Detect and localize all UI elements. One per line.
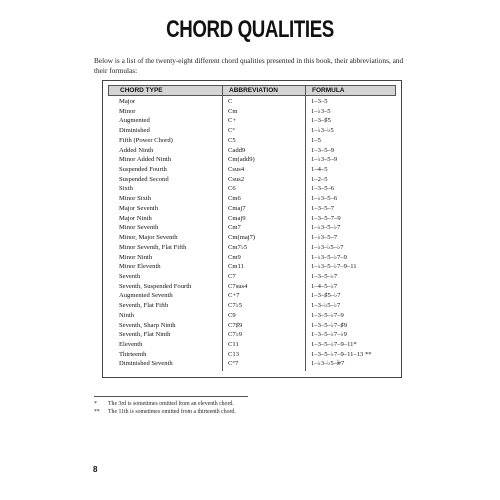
header-chord-type: CHORD TYPE [120, 87, 163, 94]
formula-cell: 1–♭3–♭5–𝄫7 [311, 360, 345, 368]
footnote-mark: * [94, 401, 97, 407]
abbreviation-cell: Cm [228, 107, 238, 115]
formula-cell: 1–♭3–5–♭7–9–11 [311, 263, 357, 271]
table-row [108, 253, 396, 263]
chord-type-cell: Minor Ninth [119, 253, 153, 261]
page-title: CHORD QUALITIES [166, 16, 334, 43]
chord-type-cell: Diminished [119, 127, 150, 135]
table-row [108, 301, 396, 311]
formula-cell: 1–4–5 [311, 166, 328, 174]
formula-cell: 1–♭3–5 [311, 107, 331, 115]
formula-cell: 1–♭3–♭5 [311, 127, 334, 135]
abbreviation-cell: Cm7♭5 [228, 243, 248, 251]
formula-cell: 1–2–5 [311, 175, 328, 183]
table-row [108, 126, 396, 136]
formula-cell: 1–3–5 [311, 98, 328, 105]
abbreviation-cell: C [228, 98, 233, 105]
header-abbreviation: ABBREVIATION [229, 87, 278, 94]
abbreviation-cell: Cmaj7 [228, 204, 246, 212]
formula-cell: 1–♭3–5–♭7 [311, 224, 341, 232]
abbreviation-cell: Cm9 [228, 253, 241, 261]
table-row [108, 262, 396, 272]
formula-cell: 1–3–♭5–♭7 [311, 302, 341, 310]
chord-type-cell: Minor Eleventh [119, 263, 161, 271]
chord-type-cell: Minor Added Ninth [119, 156, 172, 164]
formula-cell: 1–3–5–♭7–♭9 [311, 331, 347, 339]
abbreviation-cell: Cmaj9 [228, 214, 246, 222]
table-row [108, 321, 396, 331]
chord-type-cell: Sixth [119, 185, 133, 193]
chord-type-cell: Ninth [119, 311, 135, 319]
formula-cell: 1–3–5–9 [311, 146, 335, 154]
footnote-text: The 11th is sometimes omitted from a thirteenth chord. [108, 409, 236, 415]
chord-type-cell: Seventh, Suspended Fourth [119, 282, 192, 290]
footnote [94, 408, 394, 416]
footnote-text: The 3rd is sometimes omitted from an eleventh chord. [108, 401, 234, 407]
table-row [108, 204, 396, 214]
table-row [108, 175, 396, 185]
abbreviation-cell: Cm7 [228, 224, 241, 232]
chord-type-cell: Seventh, Flat Ninth [119, 331, 171, 339]
table-row [108, 184, 396, 194]
abbreviation-cell: C° [228, 127, 236, 135]
formula-cell: 1–3–5–7–9 [311, 214, 341, 222]
abbreviation-cell: C+7 [228, 292, 240, 300]
chord-type-cell: Major [119, 98, 136, 105]
abbreviation-cell: Csus2 [228, 175, 245, 183]
footnote-rule [94, 396, 248, 397]
table-row [108, 233, 396, 243]
abbreviation-cell: Cm(maj7) [228, 234, 256, 242]
table-row [108, 330, 396, 340]
chord-type-cell: Thirteenth [119, 350, 147, 358]
chord-type-cell: Eleventh [119, 340, 143, 348]
table-body [108, 97, 396, 369]
table-row [108, 350, 396, 360]
table-row [108, 311, 396, 321]
formula-cell: 1–3–5–♭7 [311, 272, 338, 280]
page-number: 8 [93, 465, 98, 474]
abbreviation-cell: C5 [228, 136, 236, 144]
abbreviation-cell: Cm6 [228, 195, 241, 203]
table-header [108, 85, 396, 96]
formula-cell: 1–3–5–♭7–9–11* [311, 340, 357, 348]
table-row [108, 214, 396, 224]
table-row [108, 194, 396, 204]
abbreviation-cell: Csus4 [228, 166, 245, 174]
chord-type-cell: Minor, Major Seventh [119, 234, 178, 242]
abbreviation-cell: C6 [228, 185, 236, 193]
chord-type-cell: Added Ninth [119, 146, 154, 154]
table-row [108, 136, 396, 146]
formula-cell: 1–♭3–5–7 [311, 234, 338, 242]
abbreviation-cell: C7♭5 [228, 302, 243, 310]
table-row [108, 97, 396, 107]
abbreviation-cell: C°7 [228, 360, 239, 368]
formula-cell: 1–♭3–5–9 [311, 156, 338, 164]
table-row [108, 146, 396, 156]
abbreviation-cell: C11 [228, 340, 239, 348]
chord-type-cell: Major Seventh [119, 204, 159, 212]
table-row [108, 340, 396, 350]
chord-table [102, 80, 402, 378]
abbreviation-cell: C7♯9 [228, 321, 243, 329]
abbreviation-cell: Cadd9 [228, 146, 246, 154]
footnotes [94, 400, 394, 416]
footnote-mark: ** [94, 409, 100, 415]
chord-type-cell: Suspended Fourth [119, 166, 167, 174]
abbreviation-cell: C9 [228, 311, 236, 319]
chord-type-cell: Seventh, Sharp Ninth [119, 321, 176, 329]
footnote [94, 400, 394, 408]
abbreviation-cell: C13 [228, 350, 239, 358]
formula-cell: 1–♭3–5–6 [311, 195, 338, 203]
formula-cell: 1–♭3–♭5–♭7 [311, 243, 344, 251]
intro-paragraph: Below is a list of the twenty-eight different chord qualities presented in this book, their abbreviations, and their formulas: [94, 56, 404, 75]
chord-type-cell: Minor [119, 107, 136, 115]
table-row [108, 243, 396, 253]
abbreviation-cell: C+ [228, 117, 237, 125]
formula-cell: 1–3–5–♭7–9 [311, 311, 344, 319]
formula-cell: 1–4–5–♭7 [311, 282, 338, 290]
table-row [108, 291, 396, 301]
chord-type-cell: Augmented [119, 117, 150, 125]
chord-type-cell: Minor Seventh [119, 224, 159, 232]
chord-type-cell: Minor Seventh, Flat Fifth [119, 243, 187, 251]
formula-cell: 1–3–5–7 [311, 204, 335, 212]
chord-type-cell: Seventh [119, 272, 141, 280]
chord-type-cell: Diminished Seventh [119, 360, 173, 368]
abbreviation-cell: Cm(add9) [228, 156, 255, 164]
table-row [108, 155, 396, 165]
header-formula: FORMULA [312, 87, 345, 94]
table-row [108, 359, 396, 369]
table-row [108, 107, 396, 117]
table-row [108, 282, 396, 292]
abbreviation-cell: C7 [228, 272, 236, 280]
formula-cell: 1–5 [311, 136, 321, 144]
chord-type-cell: Fifth (Power Chord) [119, 136, 173, 144]
abbreviation-cell: C7sus4 [228, 282, 248, 290]
abbreviation-cell: Cm11 [228, 263, 244, 271]
table-row [108, 165, 396, 175]
formula-cell: 1–3–5–6 [311, 185, 335, 193]
table-row [108, 223, 396, 233]
formula-cell: 1–♭3–5–♭7–9 [311, 253, 347, 261]
chord-type-cell: Suspended Second [119, 175, 169, 183]
formula-cell: 1–3–5–♭7–♯9 [311, 321, 348, 329]
table-row [108, 116, 396, 126]
formula-cell: 1–3–5–♭7–9–11–13 ** [311, 350, 372, 358]
formula-cell: 1–3–♯5–♭7 [311, 292, 341, 300]
chord-type-cell: Minor Sixth [119, 195, 152, 203]
formula-cell: 1–3–♯5 [311, 117, 331, 125]
chord-type-cell: Seventh, Flat Fifth [119, 302, 169, 310]
chord-type-cell: Major Ninth [119, 214, 152, 222]
table-row [108, 272, 396, 282]
chord-type-cell: Augmented Seventh [119, 292, 173, 300]
abbreviation-cell: C7♭9 [228, 331, 243, 339]
